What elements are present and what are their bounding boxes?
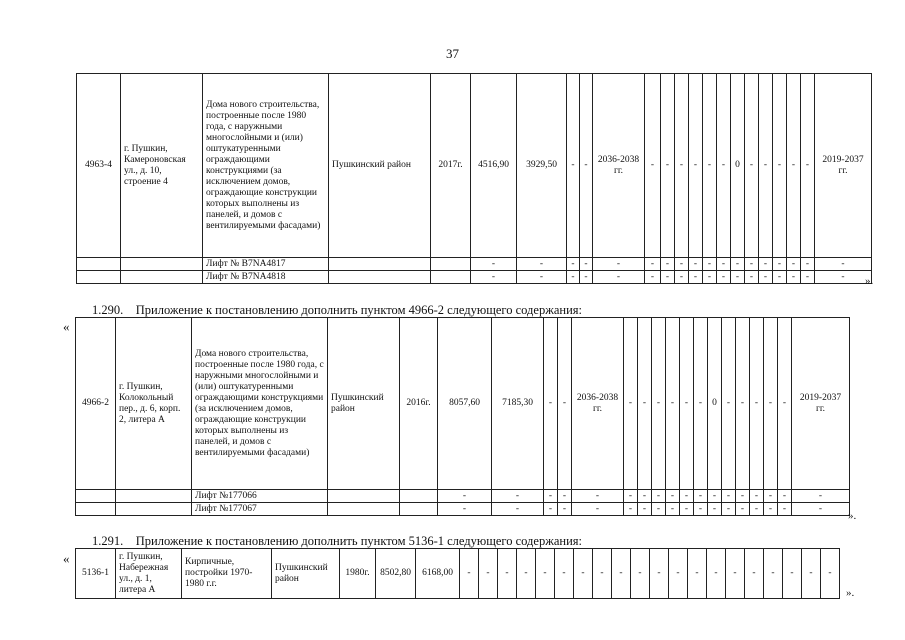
table-row-lift: Лифт № B7NA4818 - - - - - - - - - - - - - - - - - - — [77, 271, 872, 284]
address-cell: г. Пушкин, Камероновская ул., д. 10, строение 4 — [121, 74, 203, 258]
dash-cell: - — [787, 74, 801, 258]
table-row — [77, 74, 872, 258]
year-cell: 1980г. — [340, 549, 376, 599]
total-area-cell: 4516,90 — [471, 74, 517, 258]
district-cell: Пушкинский район — [272, 549, 340, 599]
dash-cell: - — [717, 74, 731, 258]
district-cell: Пушкинский район — [329, 74, 431, 258]
closing-quote: ». — [846, 587, 855, 599]
lift-label: Лифт №177066 — [192, 490, 328, 503]
description-cell: Дома нового строительства, построенные после 1980 года, с наружными многослойными и (или) оштукатуренными ограждающими конструкциями (за исключением домов, ограждающие конструкции которых выполнены из панелей, и домов с вентилируемыми фасадами) — [203, 74, 329, 258]
table-row-lift: Лифт №177067 - - - - - - - - - - - - - - - - - - — [76, 503, 850, 516]
dash-cell: - — [675, 74, 689, 258]
dash-cell: - — [645, 74, 661, 258]
address-cell: г. Пушкин, Набережная ул., д. 1, литера А — [116, 549, 182, 599]
zero-cell: 0 — [731, 74, 745, 258]
opening-quote: « — [63, 551, 70, 566]
table-row-lift: Лифт № B7NA4817 - - - - - - - - - - - - - - - - - - — [77, 258, 872, 271]
paragraph-number: 1.291. — [92, 534, 124, 548]
table-5136-1 — [75, 548, 840, 599]
living-area-cell: 7185,30 — [492, 318, 544, 490]
lift-label: Лифт № B7NA4818 — [203, 271, 329, 284]
paragraph-text: Приложение к постановлению дополнить пунктом 5136-1 следующего содержания: — [135, 534, 583, 548]
dash-cell: - — [689, 74, 703, 258]
paragraph-1-291 — [92, 534, 582, 549]
paragraph-text: Приложение к постановлению дополнить пунктом 4966-2 следующего содержания: — [135, 303, 583, 317]
dash-cell: - — [661, 74, 675, 258]
page-number: 37 — [446, 46, 459, 61]
living-area-cell: 3929,50 — [517, 74, 567, 258]
dash-cell: - — [759, 74, 773, 258]
year-cell: 2017г. — [431, 74, 471, 258]
year-cell: 2016г. — [400, 318, 438, 490]
total-area-cell: 8502,80 — [376, 549, 416, 599]
total-area-cell: 8057,60 — [438, 318, 492, 490]
record-id: 5136-1 — [76, 549, 116, 599]
record-id: 4963-4 — [77, 74, 121, 258]
closing-quote: ». — [848, 510, 857, 522]
living-area-cell: 6168,00 — [416, 549, 460, 599]
district-cell: Пушкинский район — [328, 318, 400, 490]
period-cell: 2036-2038 гг. — [572, 318, 624, 490]
lift-label: Лифт №177067 — [192, 503, 328, 516]
dash-cell: - — [567, 74, 580, 258]
description-cell: Дома нового строительства, построенные после 1980 года, с наружными многослойными и (или) оштукатуренными ограждающими конструкциями (за исключением домов, ограждающие конструкции которых выполнены из панелей, и домов с вентилируемыми фасадами) — [192, 318, 328, 490]
opening-quote: « — [63, 319, 70, 334]
dash-cell: - — [703, 74, 717, 258]
table-4966-2 — [75, 317, 850, 516]
period2-cell: 2019-2037 гг. — [792, 318, 850, 490]
table-row-lift: Лифт №177066 - - - - - - - - - - - - - - - - - - — [76, 490, 850, 503]
description-cell: Кирпичные, постройки 1970-1980 г.г. — [182, 549, 272, 599]
lift-label: Лифт № B7NA4817 — [203, 258, 329, 271]
address-cell: г. Пушкин, Колокольный пер., д. 6, корп. 2, литера А — [116, 318, 192, 490]
period-cell: 2036-2038 гг. — [593, 74, 645, 258]
zero-cell: 0 — [708, 318, 722, 490]
dash-cell: - — [773, 74, 787, 258]
dash-cell: - — [745, 74, 759, 258]
period2-cell: 2019-2037 гг. — [815, 74, 872, 258]
record-id: 4966-2 — [76, 318, 116, 490]
paragraph-number: 1.290. — [92, 303, 124, 317]
dash-cell: - — [801, 74, 815, 258]
table-row: 5136-1 г. Пушкин, Набережная ул., д. 1, литера А Кирпичные, постройки 1970-1980 г.г. Пушкинский район 1980г. 8502,80 6168,00 - - - - - - - - - - - - - - - - - - - - — [76, 549, 840, 599]
dash-cell: - — [580, 74, 593, 258]
table-row: 4966-2 г. Пушкин, Колокольный пер., д. 6, корп. 2, литера А Дома нового строительства, построенные после 1980 года, с наружными многослойными и (или) оштукатуренными ограждающими конструкциями (за исключением домов, ограждающие конструкции которых выполнены из панелей, и домов с вентилируемыми фасадами) Пушкинский район 2016г. 8057,60 7185,30 - - 2036-2038 гг. - - - - - - 0 - - - - - 2019-2037 гг. — [76, 318, 850, 490]
closing-quote: ». — [865, 275, 874, 287]
paragraph-1-290 — [92, 303, 582, 318]
table-4963-4 — [76, 73, 872, 284]
